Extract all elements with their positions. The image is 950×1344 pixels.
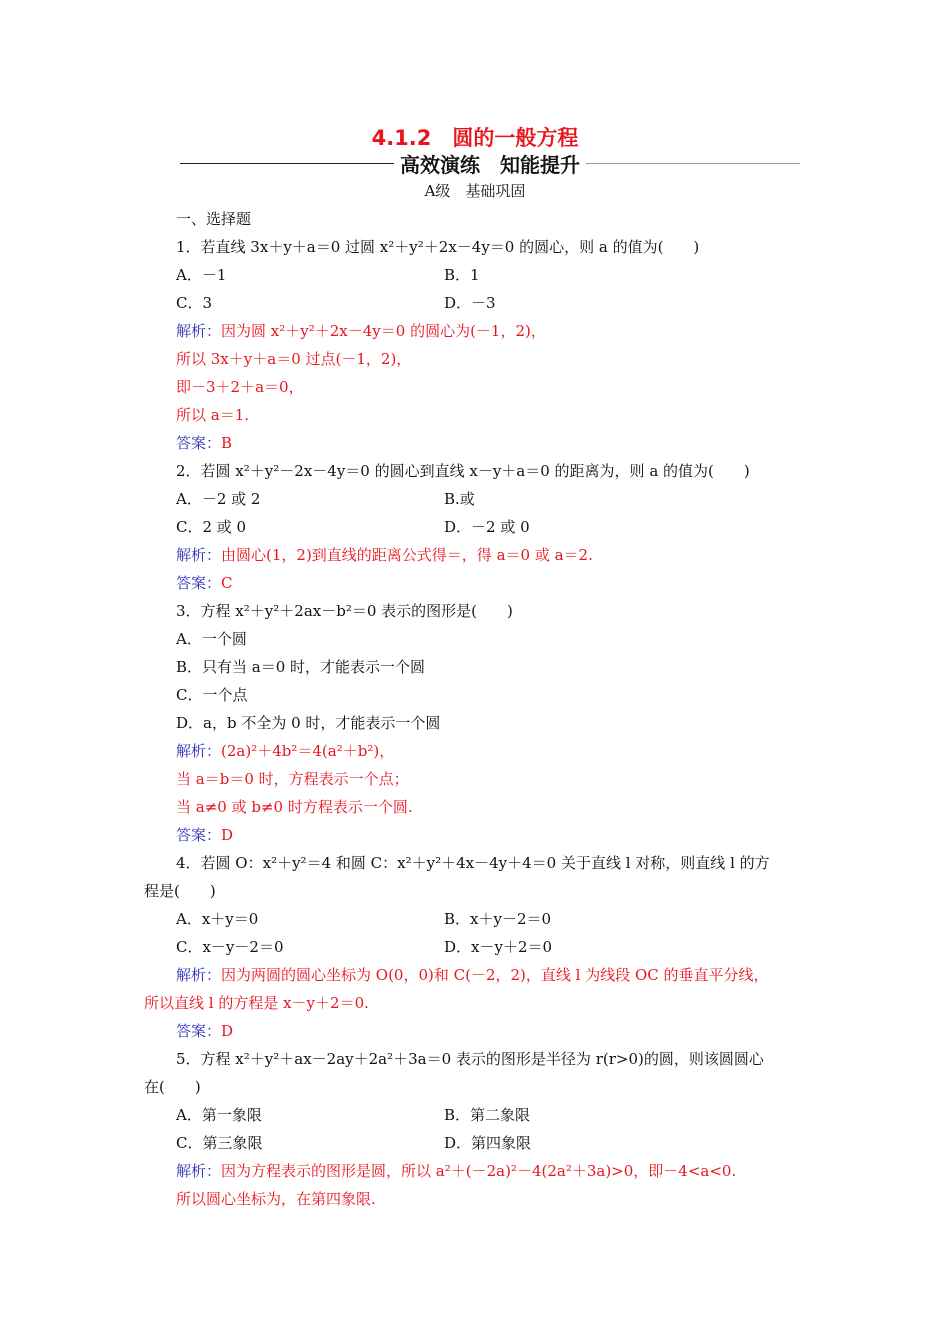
q5-stem: 5．方程 x²＋y²＋ax－2ay＋2a²＋3a＝0 表示的图形是半径为 r(r>0)的圆，则该圆圆心 — [176, 1050, 764, 1068]
q3-option-a: A．一个圆 — [176, 630, 247, 648]
q2-analysis-line — [176, 544, 593, 566]
answer-label: 答案： — [176, 574, 222, 592]
analysis-label: 解析： — [176, 966, 222, 984]
q2-option-b: B.或 — [444, 490, 475, 508]
q3-analysis-text: 当 a＝b＝0 时，方程表示一个点； — [176, 770, 409, 788]
q4-option-a: A．x＋y＝0 — [176, 910, 259, 928]
banner — [180, 150, 800, 176]
banner-rule-left — [180, 163, 394, 164]
q5-analysis-line — [176, 1160, 736, 1182]
answer-label: 答案： — [176, 434, 222, 452]
q1-analysis-text: 所以 3x＋y＋a＝0 过点(－1，2)， — [176, 350, 412, 368]
q1-analysis-text: 因为圆 x²＋y²＋2x－4y＝0 的圆心为(－1，2)， — [221, 322, 546, 340]
q5-stem-cont: 在( ) — [144, 1078, 201, 1096]
page-title: 4.1.2 圆的一般方程 — [371, 126, 579, 150]
analysis-label: 解析： — [176, 742, 222, 760]
q1-option-b: B．1 — [444, 266, 480, 284]
q2-option-c: C．2 或 0 — [176, 518, 247, 536]
q4-stem: 4．若圆 O：x²＋y²＝4 和圆 C：x²＋y²＋4x－4y＋4＝0 关于直线 l 对称，则直线 l 的方 — [176, 854, 770, 872]
q3-analysis-text: (2a)²＋4b²＝4(a²＋b²)， — [221, 742, 395, 760]
answer-label: 答案： — [176, 1022, 222, 1040]
q3-option-b: B．只有当 a＝0 时，才能表示一个圆 — [176, 658, 426, 676]
q4-option-b: B．x＋y－2＝0 — [444, 910, 552, 928]
analysis-label: 解析： — [176, 322, 222, 340]
analysis-label: 解析： — [176, 546, 222, 564]
q3-answer: D — [221, 826, 234, 844]
q1-option-a: A．－1 — [176, 266, 227, 284]
q1-answer: B — [221, 434, 233, 452]
q3-answer-line — [176, 824, 233, 846]
q2-stem: 2．若圆 x²＋y²－2x－4y＝0 的圆心到直线 x－y＋a＝0 的距离为，则 a 的值为( ) — [176, 462, 750, 480]
analysis-label: 解析： — [176, 1162, 222, 1180]
banner-rule-right — [586, 163, 800, 164]
q1-answer-line — [176, 432, 232, 454]
q3-option-d: D．a，b 不全为 0 时，才能表示一个圆 — [176, 714, 441, 732]
q2-answer-line — [176, 572, 233, 594]
q1-analysis-text: 所以 a＝1. — [176, 406, 250, 424]
q4-answer-line — [176, 1020, 233, 1042]
q3-analysis-text: 当 a≠0 或 b≠0 时方程表示一个圆. — [176, 798, 413, 816]
q3-option-c: C．一个点 — [176, 686, 248, 704]
q3-analysis-line — [176, 740, 394, 762]
q2-answer: C — [221, 574, 233, 592]
q4-option-c: C．x－y－2＝0 — [176, 938, 284, 956]
q2-option-d: D．－2 或 0 — [444, 518, 530, 536]
q4-option-d: D．x－y＋2＝0 — [444, 938, 553, 956]
q4-analysis-line — [176, 964, 769, 986]
banner-text: 高效演练 知能提升 — [400, 152, 580, 177]
q5-analysis-text: 因为方程表示的图形是圆，所以 a²＋(－2a)²－4(2a²＋3a)>0，即－4<a<0. — [221, 1162, 737, 1180]
q1-analysis-line — [176, 320, 546, 342]
q5-option-b: B．第二象限 — [444, 1106, 531, 1124]
q3-stem: 3．方程 x²＋y²＋2ax－b²＝0 表示的图形是( ) — [176, 602, 513, 620]
q4-answer: D — [221, 1022, 234, 1040]
q4-stem-cont: 程是( ) — [144, 882, 216, 900]
q2-analysis-text: 由圆心(1，2)到直线的距离公式得＝，得 a＝0 或 a＝2. — [221, 546, 593, 564]
section-heading: 一、选择题 — [176, 210, 252, 228]
q5-analysis-text: 所以圆心坐标为，在第四象限. — [176, 1190, 376, 1208]
answer-label: 答案： — [176, 826, 222, 844]
q5-option-c: C．第三象限 — [176, 1134, 263, 1152]
level-heading: A级 基础巩固 — [424, 182, 526, 200]
q1-option-d: D．－3 — [444, 294, 496, 312]
q5-option-d: D．第四象限 — [444, 1134, 532, 1152]
q1-stem: 1．若直线 3x＋y＋a＝0 过圆 x²＋y²＋2x－4y＝0 的圆心，则 a 的值为( ) — [176, 238, 700, 256]
q1-option-c: C．3 — [176, 294, 213, 312]
q4-analysis-text: 因为两圆的圆心坐标为 O(0，0)和 C(－2，2)，直线 l 为线段 OC 的垂直平分线， — [221, 966, 769, 984]
q2-option-a: A．－2 或 2 — [176, 490, 261, 508]
q4-analysis-text: 所以直线 l 的方程是 x－y＋2＝0. — [144, 994, 369, 1012]
q5-option-a: A．第一象限 — [176, 1106, 262, 1124]
q1-analysis-text: 即－3＋2＋a＝0， — [176, 378, 304, 396]
